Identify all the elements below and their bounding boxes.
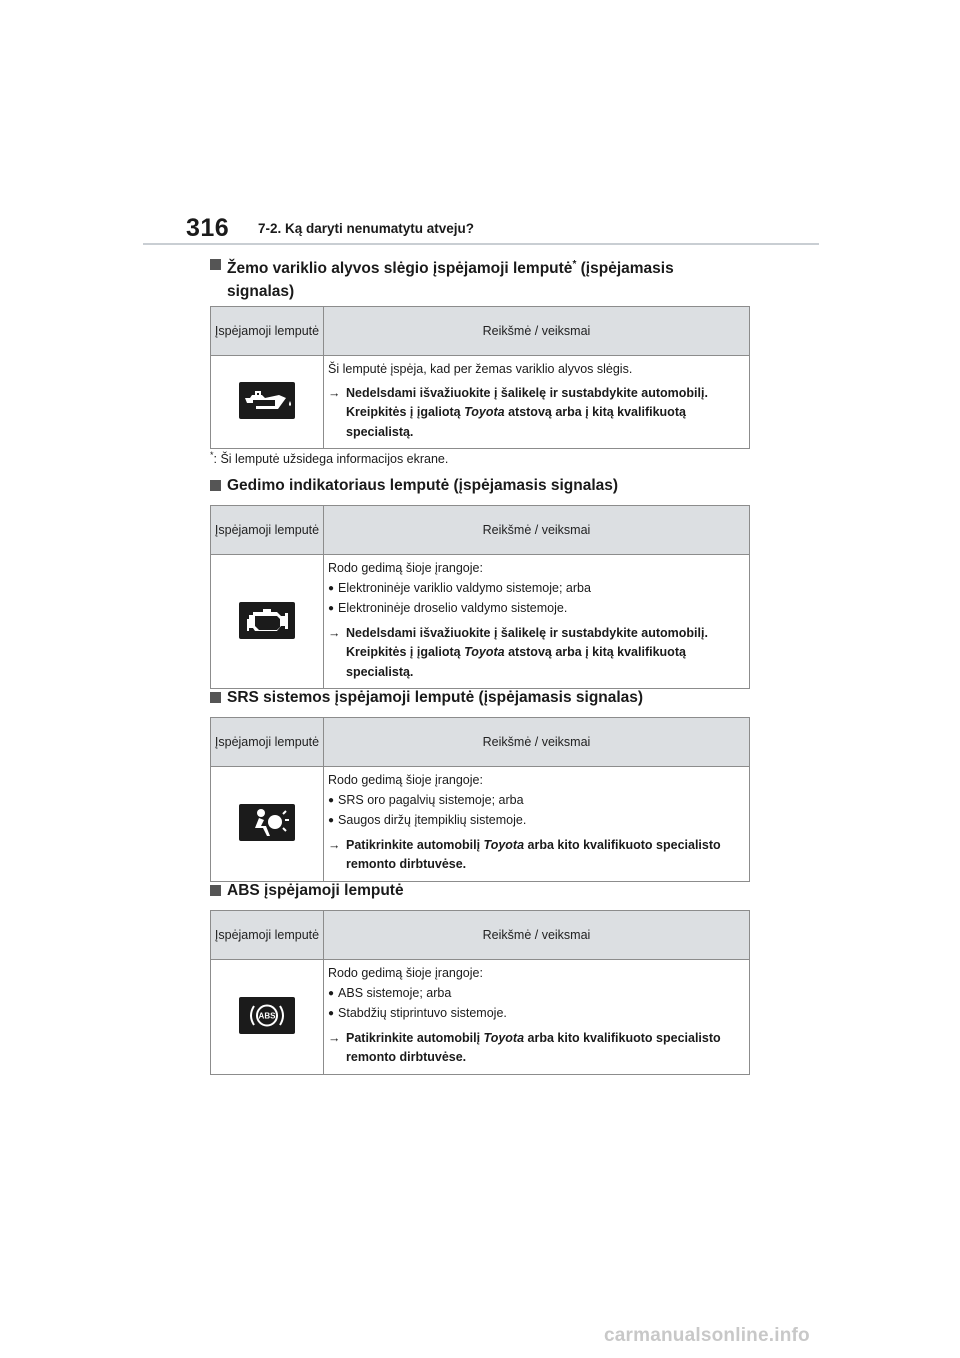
oil-pressure-table	[210, 306, 750, 449]
lamp-cell	[211, 555, 324, 689]
arrow-icon: →	[328, 625, 341, 640]
column-header-meaning: Reikšmė / veiksmai	[324, 718, 750, 767]
column-header-lamp: Įspėjamoji lemputė	[211, 911, 324, 960]
action-text: → Patikrinkite automobilį Toyota arba kito kvalifikuoto specialisto remonto dirbtuvėse.	[328, 836, 743, 875]
action-text: → Nedelsdami išvažiuokite į šalikelę ir sustabdykite automobilį. Kreipkitės į įgaliotą Toyota atstovą arba į kitą kvalifikuotą specialistą.	[328, 624, 743, 683]
section-heading-oil-pressure: Žemo variklio alyvos slėgio įspėjamoji lemputė* (įspėjamasis signalas)	[210, 253, 730, 303]
bullet-item: ● Elektroninėje variklio valdymo sistemoje; arba	[328, 579, 743, 600]
lamp-cell	[211, 960, 324, 1075]
column-header-meaning: Reikšmė / veiksmai	[324, 307, 750, 356]
section-square-marker	[210, 692, 221, 703]
column-header-meaning: Reikšmė / veiksmai	[324, 911, 750, 960]
arrow-icon: →	[328, 837, 341, 852]
column-header-meaning: Reikšmė / veiksmai	[324, 506, 750, 555]
intro-text: Rodo gedimą šioje įrangoje:	[328, 561, 483, 575]
arrow-icon: →	[328, 1030, 341, 1045]
chapter-title: 7-2. Ką daryti nenumatytu atveju?	[258, 221, 475, 236]
watermark: carmanualsonline.info	[604, 1325, 810, 1346]
description-cell	[324, 356, 750, 449]
section-square-marker	[210, 885, 221, 896]
column-header-lamp: Įspėjamoji lemputė	[211, 506, 324, 555]
section-square-marker	[210, 480, 221, 491]
section-square-marker	[210, 259, 221, 270]
section-heading-srs: SRS sistemos įspėjamoji lemputė (įspėjamasis signalas)	[210, 686, 730, 709]
description-cell	[324, 767, 750, 882]
description-cell	[324, 960, 750, 1075]
bullet-item: ● Elektroninėje droselio valdymo sistemoje.	[328, 599, 743, 620]
abs-icon	[239, 997, 295, 1034]
abs-table	[210, 910, 750, 1075]
intro-text: Rodo gedimą šioje įrangoje:	[328, 966, 483, 980]
intro-text: Rodo gedimą šioje įrangoje:	[328, 773, 483, 787]
action-text: → Patikrinkite automobilį Toyota arba kito kvalifikuoto specialisto remonto dirbtuvėse.	[328, 1029, 743, 1068]
column-header-lamp: Įspėjamoji lemputė	[211, 307, 324, 356]
airbag-icon	[239, 804, 295, 841]
oil-pressure-icon	[239, 382, 295, 419]
arrow-icon: →	[328, 385, 341, 400]
action-text: → Nedelsdami išvažiuokite į šalikelę ir sustabdykite automobilį. Kreipkitės į įgaliotą Toyota atstovą arba į kitą kvalifikuotą specialistą.	[328, 384, 743, 443]
column-header-lamp: Įspėjamoji lemputė	[211, 718, 324, 767]
footnote-mark: *	[572, 259, 577, 270]
section-heading-check-engine: Gedimo indikatoriaus lemputė (įspėjamasis signalas)	[210, 474, 730, 497]
abs-icon-label: ABS	[258, 1011, 276, 1021]
bullet-item: ● Stabdžių stiprintuvo sistemoje.	[328, 1004, 743, 1025]
page-number: 316	[186, 214, 230, 242]
bullet-item: ● SRS oro pagalvių sistemoje; arba	[328, 791, 743, 812]
srs-table	[210, 717, 750, 882]
section-heading-abs: ABS įspėjamoji lemputė	[210, 879, 730, 902]
description-cell	[324, 555, 750, 689]
bullet-item: ● ABS sistemoje; arba	[328, 984, 743, 1005]
header-divider	[143, 243, 819, 245]
lamp-cell	[211, 356, 324, 449]
check-engine-icon	[239, 602, 295, 639]
intro-text: Ši lemputė įspėja, kad per žemas variklio alyvos slėgis.	[328, 362, 633, 376]
bullet-item: ● Saugos diržų įtempiklių sistemoje.	[328, 811, 743, 832]
check-engine-table	[210, 505, 750, 689]
lamp-cell	[211, 767, 324, 882]
footnote: *: Ši lemputė užsidega informacijos ekrane.	[210, 450, 449, 467]
